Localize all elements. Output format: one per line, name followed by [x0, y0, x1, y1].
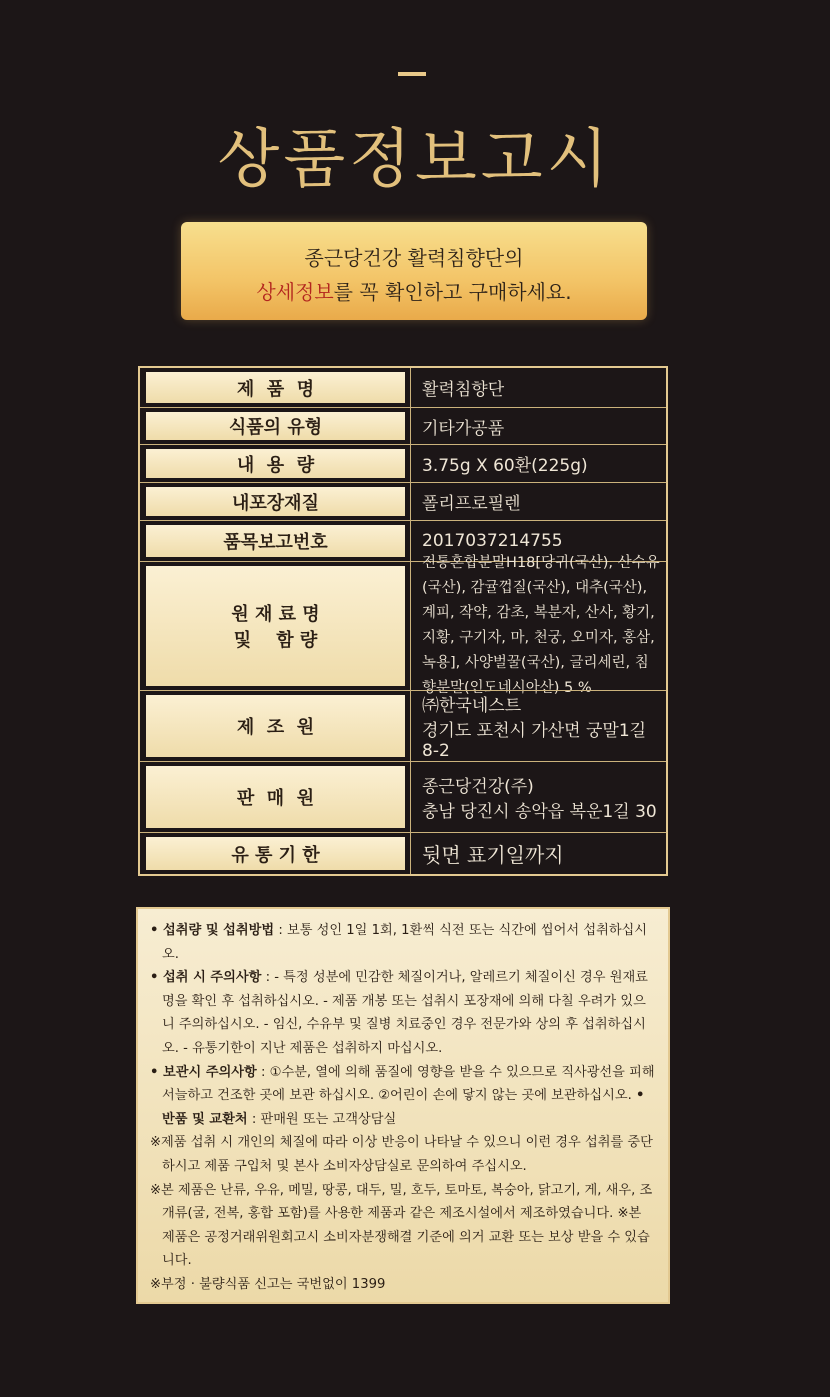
row-manufacturer: [140, 690, 666, 761]
row-label: 제 조 원: [146, 695, 405, 757]
product-info-table: [138, 366, 668, 876]
note-adverse-reaction: ※제품 섭취 시 개인의 체질에 따라 이상 반응이 나타날 수 있으니 이런 경우 섭취를 중단하시고 제품 구입처 및 본사 소비자상담실로 문의하여 주십시오.: [150, 1135, 653, 1174]
row-label: 내포장재질: [146, 487, 405, 516]
row-seller: [140, 761, 666, 832]
row-value: 뒷면 표기일까지: [422, 843, 564, 867]
row-label: 판 매 원: [146, 766, 405, 828]
banner-line-1: 종근당건강 활력침향단의: [304, 246, 524, 270]
row-label: 내 용 량: [146, 449, 405, 478]
row-value: 3.75g X 60환(225g): [422, 456, 588, 476]
row-packaging-material: [140, 482, 666, 520]
page-title: 상품정보고시: [217, 123, 613, 197]
row-label: 유 통 기 한: [146, 837, 405, 870]
row-value: 종근당건강(주) 충남 당진시 송악읍 복운1길 30: [422, 777, 657, 822]
note-report-hotline: ※부정 · 불량식품 신고는 국번없이 1399: [150, 1276, 386, 1292]
row-value: 2017037214755: [422, 531, 563, 551]
row-expiration: [140, 832, 666, 874]
row-label: 식품의 유형: [146, 412, 405, 440]
banner-accent-text: 상세정보: [256, 280, 334, 304]
row-food-type: [140, 407, 666, 444]
row-content-amount: [140, 444, 666, 482]
note-allergen: ※본 제품은 난류, 우유, 메밀, 땅콩, 대두, 밀, 호두, 토마토, 복숭아, 닭고기, 게, 새우, 조개류(굴, 전복, 홍합 포함)를 사용한 제품과 같은 제조시설에서 제조하였습니다. ※본 제품은 공정거래위원회고시 소비자분쟁해결 기준에 의거 교환 또는 보상 받을 수 있습니다.: [150, 1182, 653, 1269]
row-value: 기타가공품: [422, 418, 505, 439]
row-value: 전통혼합분말H18[당귀(국산), 산수유(국산), 감귤껍질(국산), 대추(국산), 계피, 작약, 감초, 복분자, 산사, 황기, 지황, 구기자, 마, 천궁, 오미자, 홍삼, 녹용], 사양벌꿀(국산), 글리세린, 침향분말(인도네시아산) 5 %: [422, 555, 660, 696]
row-value: ㈜한국네스트 경기도 포천시 가산면 궁말1길 8-2: [422, 696, 647, 761]
row-label: 제 품 명: [146, 372, 405, 403]
row-product-name: [140, 368, 666, 407]
note-storage-caution: • 보관시 주의사항 : ①수분, 열에 의해 품질에 영향을 받을 수 있으므로 직사광선을 피해 서늘하고 건조한 곳에 보관 하십시오. ②어린이 손에 닿지 않는 곳에 보관하십시오. • 반품 및 교환처 : 판매원 또는 고객상담실: [150, 1064, 655, 1127]
precautions-box: [136, 907, 670, 1304]
note-intake-caution: • 섭취 시 주의사항 : - 특정 성분에 민감한 체질이거나, 알레르기 체질이신 경우 원재료명을 확인 후 섭취하십시오. - 제품 개봉 또는 섭취시 포장재에 의해 다칠 우려가 있으니 주의하십시오. - 임신, 수유부 및 질병 치료중인 경우 전문가와 상의 후 섭취하십시오. - 유통기한이 지난 제품은 섭취하지 마십시오.: [150, 970, 648, 1056]
banner-line-2: [181, 276, 647, 305]
row-label: 품목보고번호: [146, 525, 405, 557]
notice-banner: [181, 222, 647, 320]
row-value: 폴리프로필렌: [422, 494, 521, 514]
row-label: 원 재 료 명 및 함 량: [146, 566, 405, 686]
banner-rest-text: 를 꼭 확인하고 구매하세요.: [333, 280, 572, 304]
title-dash-decoration: [398, 72, 426, 76]
note-intake-method: • 섭취량 및 섭취방법 : 보통 성인 1일 1회, 1환씩 식전 또는 식간에 씹어서 섭취하십시오.: [150, 923, 648, 962]
row-value: 활력침향단: [422, 380, 505, 400]
row-ingredients: [140, 555, 666, 696]
